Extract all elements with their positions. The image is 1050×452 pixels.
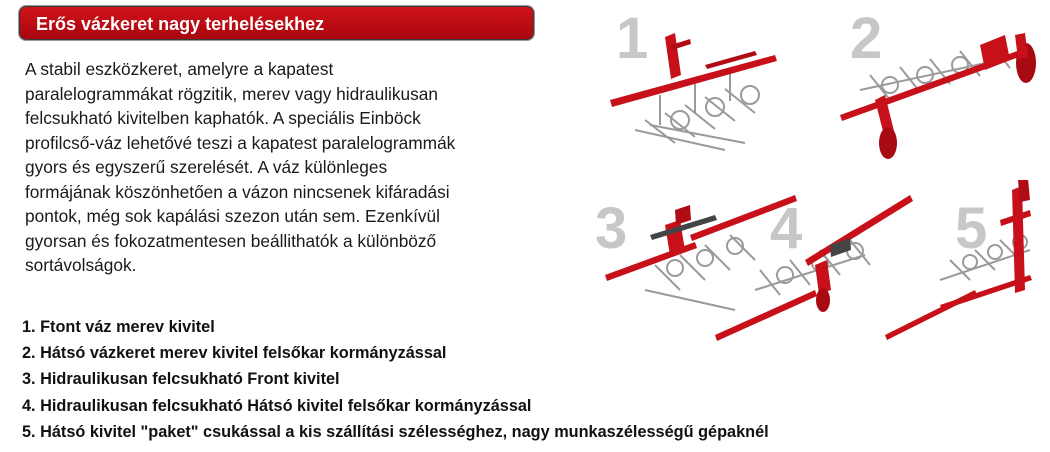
description-line: paralelogrammákat rögzitik, merev vagy hidraulikusan <box>25 83 439 104</box>
cultivator-frame-5-image <box>880 180 1050 340</box>
description-paragraph <box>25 57 525 278</box>
figure-number-3: 3 <box>595 196 628 261</box>
description-line: gyorsan és fokozatmentesen beállithatók a különböző <box>25 230 437 251</box>
description-line: formájának köszönhetően a vázon nincsenek kifáradási <box>25 181 450 202</box>
description-line: sortávolságok. <box>25 255 137 275</box>
section-header <box>19 6 534 40</box>
description-line: pontok, még sok kapálási szezon után sem. Ezenkívül <box>25 206 440 226</box>
cultivator-frame-2-image <box>830 15 1045 165</box>
variant-item-2: 2. Hátsó vázkeret merev kivitel felsőkar kormányzással <box>22 344 447 363</box>
variant-item-4: 4. Hidraulikusan felcsukható Hátsó kivitel felsőkar kormányzással <box>22 396 532 415</box>
machine-illustration <box>550 0 1050 452</box>
figure-number-1: 1 <box>616 6 649 71</box>
description-line: felcsukható kivitelben kaphatók. A speciális Einböck <box>25 108 421 128</box>
figure-number-5: 5 <box>955 196 988 261</box>
section-title: Erős vázkeret nagy terhelésekhez <box>36 14 325 34</box>
description-line: gyors és egyszerű szerelését. A váz különleges <box>25 157 388 177</box>
variant-item-1: 1. Ftont váz merev kivitel <box>22 318 215 336</box>
figure-number-4: 4 <box>770 196 803 261</box>
cultivator-frame-1-image <box>605 25 805 165</box>
figure-number-2: 2 <box>850 6 883 71</box>
variant-item-3: 3. Hidraulikusan felcsukható Front kivitel <box>22 370 340 389</box>
description-line: A stabil eszközkeret, amelyre a kapatest <box>25 59 334 79</box>
variant-item-5: 5. Hátsó kivitel "paket" csukással a kis szállítási szélességhez, nagy munkaszélességű gépaknél <box>22 422 769 441</box>
description-line: profilcső-váz lehetővé teszi a kapatest paralelogrammák <box>25 132 456 153</box>
